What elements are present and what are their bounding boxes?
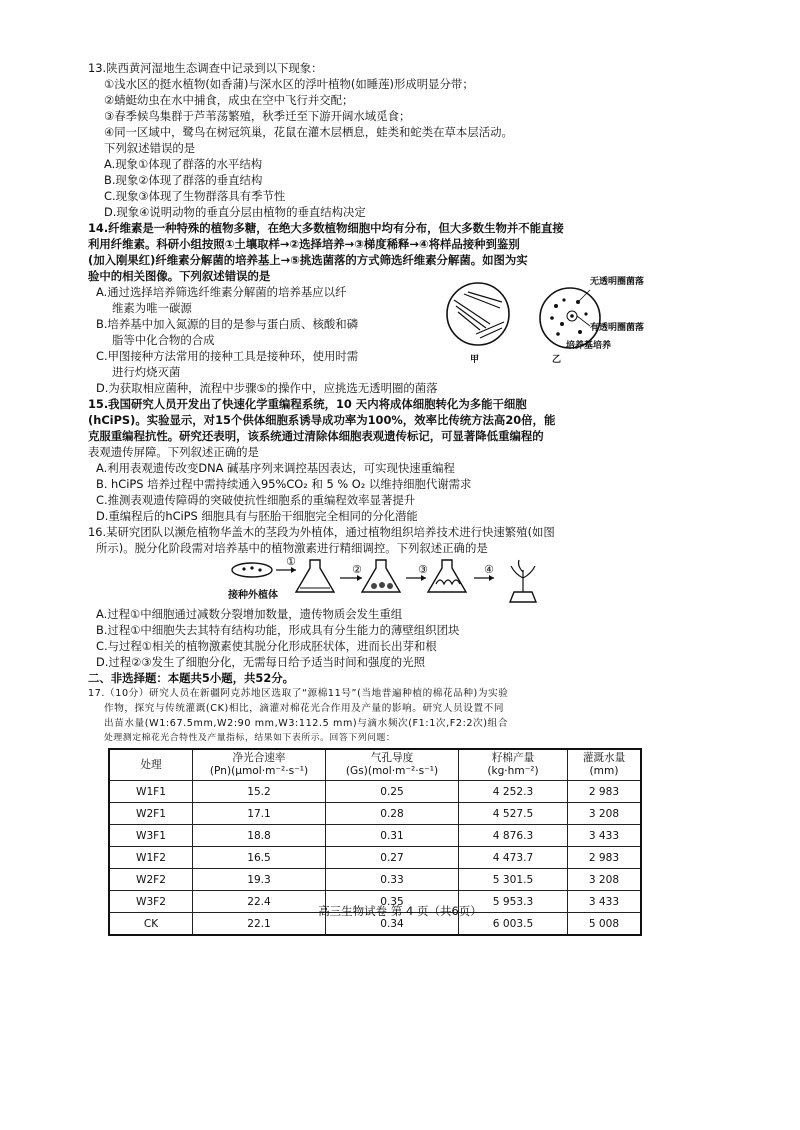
q15-stem-line-4: 表观遗传屏障。下列叙述正确的是 [88,445,259,459]
question-14 [88,220,648,396]
q15-stem-line-1: 15.我国研究人员开发出了快速化学重编程系统，10 天内将成体细胞转化为多能干细胞 [88,397,527,411]
q14-stem-line-2: 利用纤维素。科研小组按照①土壤取样→②选择培养→③梯度稀释→④将样品接种到鉴别 [88,237,520,251]
header-irrigation: 灌溉水量 (mm) [568,749,642,781]
question-13 [88,60,648,220]
q13-option-c: C.现象③体现了生物群落具有季节性 [104,189,286,203]
q16-option-b: B.过程①中细胞失去其特有结构功能，形成具有分生能力的薄壁组织团块 [96,623,460,637]
q16-option-c: C.与过程①相关的植物激素使其脱分化形成胚状体，进而长出芽和根 [96,639,437,653]
step-4-label: ④ [484,563,494,576]
plate-jia-streak-figure [447,283,509,345]
q14-stem-line-4: 验中的相关图像。下列叙述错误的是 [88,269,271,283]
q16-figure [88,556,648,606]
table-row: CK 22.1 0.34 6 003.5 5 008 [109,913,641,936]
table-row: W2F1 17.1 0.28 4 527.5 3 208 [109,803,641,825]
tissue-culture-flow-figure [230,556,560,606]
table-row: W2F2 19.3 0.33 5 301.5 3 208 [109,869,641,891]
q17-stem-line-4: 处理测定棉花光合特性及产量指标，结果如下表所示。回答下列问题： [104,733,396,743]
question-17 [88,686,648,936]
label-jia: 甲 [470,355,480,365]
q14-stem-line-3: (加入刚果红)纤维素分解菌的培养基上→⑤挑选菌落的方式筛选纤维素分解菌。如图为实 [88,253,528,267]
q14-option-c-line-1: C.甲图接种方法常用的接种工具是接种环，使用时需 [96,349,359,363]
question-16 [88,524,648,670]
q15-option-c: C.推测表观遗传障碍的突破使抗性细胞系的重编程效率显著提升 [96,493,416,507]
label-no-halo-colony: 无透明圈菌落 [590,277,645,287]
table-row: W3F2 22.4 0.35 5 953.3 3 433 [109,891,641,913]
q15-option-b: B. hCiPS 培养过程中需持续通入95%CO₂ 和 5 % O₂ 以维持细胞代谢需求 [96,477,472,491]
q14-option-b-line-2: 脂等中化合物的合成 [112,333,215,347]
exam-page [88,60,648,936]
question-15 [88,396,648,524]
q13-phenomenon-4: ④同一区域中，鹭鸟在树冠筑巢，花鼠在灌木层栖息，蛙类和蛇类在草本层活动。 [104,125,513,139]
header-treatment: 处理 [109,749,193,781]
q15-option-d: D.重编程后的hCiPS 细胞具有与胚胎干细胞完全相同的分化潜能 [96,509,418,523]
header-pn: 净光合速率 (Pn)(μmol·m⁻²·s⁻¹) [193,749,326,781]
page-footer: 高三生物试卷 第 4 页（共6页） [318,904,482,918]
q16-option-a: A.过程①中细胞通过减数分裂增加数量，遗传物质会发生重组 [96,607,403,621]
section-2-heading: 二、非选择题：本题共5小题，共52分。 [88,671,295,685]
q13-option-b: B.现象②体现了群落的垂直结构 [104,173,263,187]
q14-option-c-line-2: 进行灼烧灭菌 [112,365,181,379]
q17-stem-line-2: 作物，探究与传统灌溉(CK)相比，滴灌对棉花光合作用及产量的影响。研究人员设置不同 [104,703,505,714]
label-explant: 接种外植体 [228,590,278,601]
header-yield: 籽棉产量 (kg·hm⁻²) [459,749,568,781]
q16-stem-line-1: 16.某研究团队以濒危植物华盖木的茎段为外植体，通过植物组织培养技术进行快速繁殖(如图 [88,525,555,539]
q13-option-d: D.现象④说明动物的垂直分层由植物的垂直结构决定 [104,205,366,219]
q16-stem-line-2: 所示)。脱分化阶段需对培养基中的植物激素进行精细调控。下列叙述正确的是 [96,541,488,555]
q13-stem: 13.陕西黄河湿地生态调查中记录到以下现象： [88,61,323,75]
q14-option-a-line-1: A.通过选择培养筛选纤维素分解菌的培养基应以纤 [96,285,347,299]
label-yi: 乙 [552,355,562,365]
q13-phenomenon-3: ③春季候鸟集群于芦苇荡繁殖，秋季迁至下游开阔水域觅食； [104,109,411,123]
q17-stem-line-1: 17.（10分）研究人员在新疆阿克苏地区选取了“源棉11号”(当地普遍种植的棉花品种)为实验 [88,688,509,699]
header-gs: 气孔导度 (Gs)(mol·m⁻²·s⁻¹) [326,749,459,781]
step-2-label: ② [352,563,362,576]
q15-stem-line-3: 克服重编程抗性。研究还表明，该系统通过清除体细胞表观遗传标记，可显著降低重编程的 [88,429,544,443]
label-culture: 培养基培养 [566,341,612,351]
q13-phenomenon-2: ②蜻蜓幼虫在水中捕食，成虫在空中飞行并交配； [104,93,354,107]
q17-stem-line-3: 出苗水量(W1:67.5mm,W2:90 mm,W3:112.5 mm)与滴水频次(F1:1次,F2:2次)组合 [104,718,509,729]
q15-stem-line-2: (hCiPS)。实验显示，对15个供体细胞系诱导成功率为100%，效率比传统方法高20倍，能 [88,413,556,427]
q14-option-d: D.为获取相应菌种，流程中步骤⑤的操作中，应挑选无透明圈的菌落 [96,381,438,395]
table-header-row [109,749,641,781]
label-halo-colony: 有透明圈菌落 [590,323,645,333]
q14-stem-line-1: 14.纤维素是一种特殊的植物多糖，在绝大多数植物细胞中均有分布，但大多数生物并不能直接 [88,221,564,235]
q16-option-d: D.过程②③发生了细胞分化，无需每日给予适当时间和强度的光照 [96,655,425,669]
q13-option-a: A.现象①体现了群落的水平结构 [104,157,263,171]
table-row: W1F2 16.5 0.27 4 473.7 2 983 [109,847,641,869]
q13-phenomenon-1: ①浅水区的挺水植物(如香蒲)与深水区的浮叶植物(如睡莲)形成明显分带； [104,77,474,91]
q15-option-a: A.利用表观遗传改变DNA 碱基序列来调控基因表达，可实现快速重编程 [96,461,455,475]
q14-option-b-line-1: B.培养基中加入氮源的目的是参与蛋白质、核酸和磷 [96,317,359,331]
q13-ask: 下列叙述错误的是 [104,141,196,155]
step-3-label: ③ [418,563,428,576]
step-1-label: ① [286,555,296,568]
q14-option-a-line-2: 维素为唯一碳源 [112,301,192,315]
table-row: W3F1 18.8 0.31 4 876.3 3 433 [109,825,641,847]
table-row: W1F1 15.2 0.25 4 252.3 2 983 [109,781,641,803]
